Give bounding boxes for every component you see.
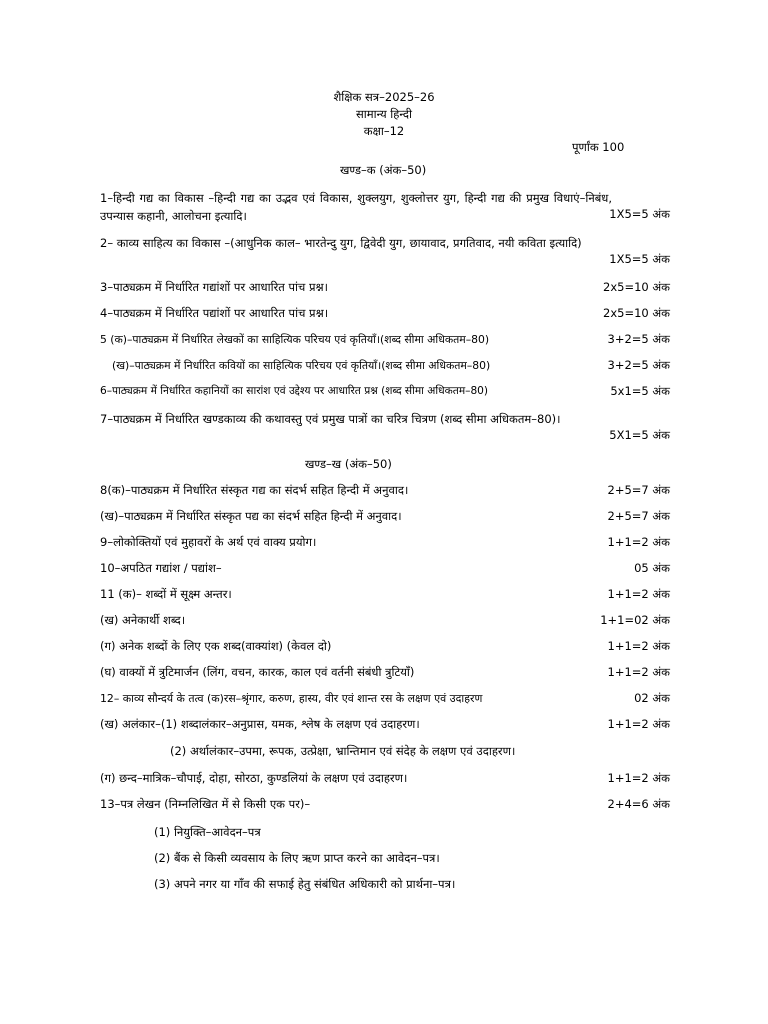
list-item	[100, 306, 670, 324]
item-text: 2– काव्य साहित्य का विकास –(आधुनिक काल– भारतेन्दु युग, द्विवेदी युग, छायावाद, प्रगतिवाद, नयी कविता इत्यादि)	[100, 236, 582, 250]
section-b-title: खण्ड–ख (अंक–50)	[305, 457, 392, 471]
list-item	[100, 234, 670, 270]
item-text: 1–हिन्दी गद्य का विकास –हिन्दी गद्य का उद्भव एवं विकास, शुक्लयुग, शुक्लोत्तर युग, हिन्दी गद्य की प्रमुख विधाएं–निबंध, उपन्यास कहानी, आलोचना इत्यादि।	[100, 191, 612, 223]
item-text: 5 (क)–पाठ्यक्रम में निर्धारित लेखकों का साहित्यिक परिचय एवं कृतियाँ।(शब्द सीमा अधिकतम–80)	[100, 333, 490, 346]
item-marks: 5X1=5 अंक	[609, 428, 670, 442]
item-marks: 1+1=2 अंक	[607, 717, 670, 731]
list-item	[100, 691, 670, 709]
list-item	[100, 384, 670, 402]
subject-title: सामान्य हिन्दी	[355, 107, 413, 121]
list-item	[100, 587, 670, 605]
item-text: (ख) अलंकार–(1) शब्दालंकार–अनुप्रास, यमक, श्लेष के लक्षण एवं उदाहरण।	[100, 717, 420, 731]
item-text: (ग) अनेक शब्दों के लिए एक शब्द(वाक्यांश) (केवल दो)	[100, 639, 332, 653]
list-item	[100, 561, 670, 579]
item-text: (ख) अनेकार्थी शब्द।	[100, 613, 186, 627]
list-item	[100, 771, 670, 789]
list-item	[100, 509, 670, 527]
item-marks: 2x5=10 अंक	[603, 280, 670, 294]
item-marks: 1X5=5 अंक	[609, 252, 670, 266]
item-text: 4–पाठ्यक्रम में निर्धारित पद्यांशों पर आधारित पांच प्रश्न।	[100, 306, 329, 320]
item-marks: 1X5=5 अंक	[609, 207, 670, 221]
list-item	[100, 189, 670, 225]
item-text: (ख)–पाठ्यक्रम में निर्धारित कवियों का साहित्यिक परिचय एवं कृतियाँ।(शब्द सीमा अधिकतम–80)	[112, 359, 491, 372]
list-item	[100, 797, 670, 815]
item-text: 12– काव्य सौन्दर्य के तत्व (क)रस–श्रृंगार, करुण, हास्य, वीर एवं शान्त रस के लक्षण एवं उदाहरण	[100, 692, 483, 705]
full-marks: पूर्णांक 100	[572, 140, 625, 154]
item-text: 6–पाठ्यक्रम में निर्धारित कहानियों का सारांश एवं उद्देश्य पर आधारित प्रश्न (शब्द सीमा अधिकतम–80)	[100, 385, 489, 397]
item-marks: 5x1=5 अंक	[610, 384, 670, 398]
list-item	[100, 744, 670, 762]
item-marks: 1+1=2 अंक	[607, 535, 670, 549]
item-marks: 3+2=5 अंक	[607, 358, 670, 372]
item-text: 3–पाठ्यक्रम में निर्धारित गद्यांशों पर आधारित पांच प्रश्न।	[100, 280, 329, 294]
item-marks: 2+4=6 अंक	[607, 797, 670, 811]
item-marks: 3+2=5 अंक	[607, 332, 670, 346]
session-title: शैक्षिक सत्र–2025–26	[333, 90, 435, 104]
item-marks: 1+1=02 अंक	[600, 613, 670, 627]
item-text: 13–पत्र लेखन (निम्नलिखित में से किसी एक पर)–	[100, 797, 311, 811]
item-marks: 2+5=7 अंक	[607, 483, 670, 497]
list-item	[100, 483, 670, 501]
item-text: (ख)–पाठ्यक्रम में निर्धारित संस्कृत पद्य का संदर्भ सहित हिन्दी में अनुवाद।	[100, 509, 402, 523]
section-a-title: खण्ड–क (अंक–50)	[340, 163, 427, 177]
item-marks: 1+1=2 अंक	[607, 665, 670, 679]
item-marks: 05 अंक	[634, 561, 670, 575]
item-marks: 1+1=2 अंक	[607, 587, 670, 601]
letter-option: (1) नियुक्ति–आवेदन–पत्र	[154, 825, 261, 839]
list-item	[100, 639, 670, 657]
item-marks: 1+1=2 अंक	[607, 771, 670, 785]
item-text: 10–अपठित गद्यांश / पद्यांश–	[100, 561, 222, 575]
list-item	[100, 332, 670, 350]
letter-option: (2) बैंक से किसी व्यवसाय के लिए ऋण प्राप्त करने का आवेदन–पत्र।	[154, 851, 440, 865]
list-item	[100, 280, 670, 298]
item-text: (2) अर्थालंकार–उपमा, रूपक, उत्प्रेक्षा, भ्रान्तिमान एवं संदेह के लक्षण एवं उदाहरण।	[170, 744, 516, 758]
item-text: (ग) छन्द–मात्रिक–चौपाई, दोहा, सोरठा, कुण्डलियां के लक्षण एवं उदाहरण।	[100, 771, 408, 785]
item-text: 7–पाठ्यक्रम में निर्धारित खण्डकाव्य की कथावस्तु एवं प्रमुख पात्रों का चरित्र चित्रण (शब्द सीमा अधिकतम–80)।	[100, 412, 561, 426]
item-marks: 1+1=2 अंक	[607, 639, 670, 653]
item-text: 9–लोकोक्तियों एवं मुहावरों के अर्थ एवं वाक्य प्रयोग।	[100, 535, 317, 549]
item-marks: 2x5=10 अंक	[603, 306, 670, 320]
item-text: (घ) वाक्यों में त्रुटिमार्जन (लिंग, वचन, कारक, काल एवं वर्तनी संबंधी त्रुटियाँ)	[100, 665, 415, 679]
item-text: 8(क)–पाठ्यक्रम में निर्धारित संस्कृत गद्य का संदर्भ सहित हिन्दी में अनुवाद।	[100, 483, 409, 497]
list-item	[100, 535, 670, 553]
item-marks: 02 अंक	[634, 691, 670, 705]
class-title: कक्षा–12	[363, 124, 405, 138]
item-marks: 2+5=7 अंक	[607, 509, 670, 523]
letter-option: (3) अपने नगर या गाँव की सफाई हेतु संबंधित अधिकारी को प्रार्थना–पत्र।	[154, 877, 456, 891]
list-item	[100, 613, 670, 631]
item-text: 11 (क)– शब्दों में सूक्ष्म अन्तर।	[100, 587, 232, 601]
list-item	[100, 410, 670, 446]
list-item	[100, 717, 670, 735]
list-item	[100, 665, 670, 683]
list-item	[100, 358, 670, 376]
